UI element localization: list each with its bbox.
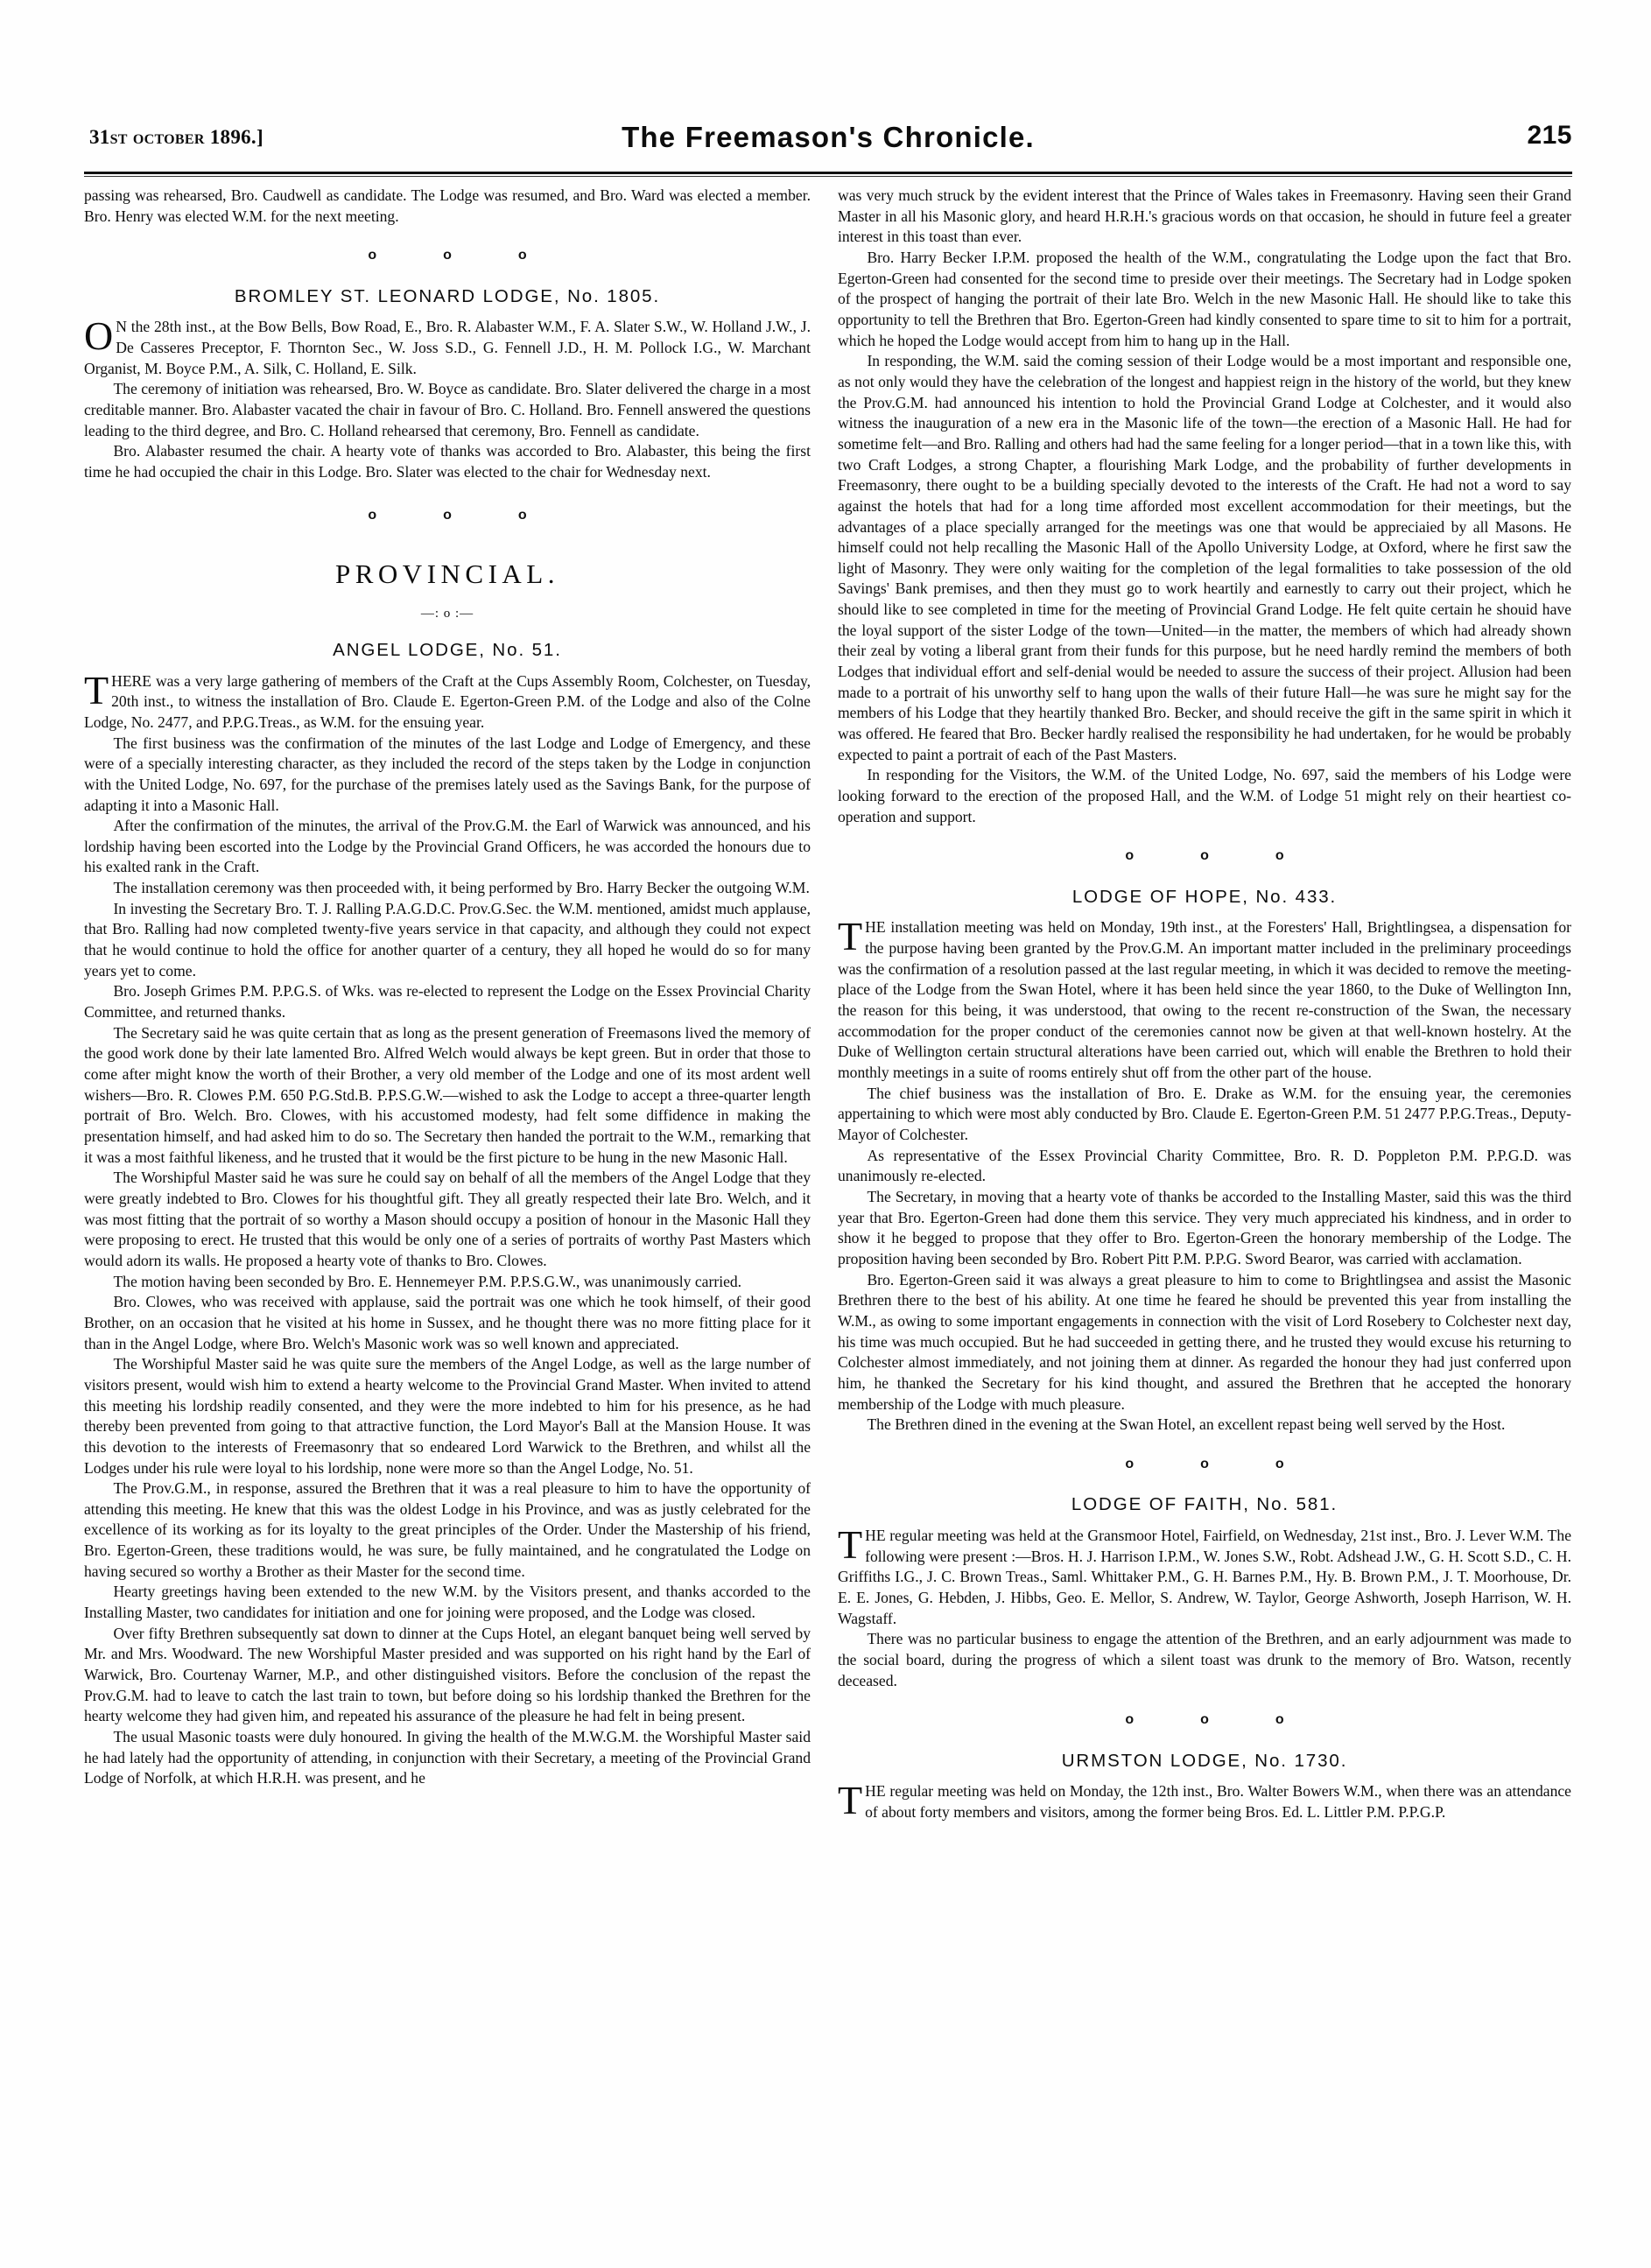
paragraph-continued: passing was rehearsed, Bro. Caudwell as candidate. The Lodge was resumed, and Bro. Ward was elected a member. Bro. Henry was elected W.M. for the next meeting.	[84, 186, 811, 225]
paragraph-urmston-1: THE regular meeting was held on Monday, the 12th inst., Bro. Walter Bowers W.M., when there was an attendance of about forty members and visitors, among the former being Bros. Ed. L. Littler P.M. P.P.G.P.	[838, 1778, 1571, 1823]
paragraph-angel-12: The Prov.G.M., in response, assured the Brethren that it was a real pleasure to him to have the opportunity of attending this meeting. He knew that this was the oldest Lodge in his Province, and was as justly celebrated for the excellence of its working as for its loyalty to the great principles of the Order. Under the Mastership of his friend, Bro. Egerton-Green, these traditions would, he was sure, be fully maintained, and he congratulated the Lodge on having secured so worthy a Brother as their Master for the second time.	[84, 1479, 811, 1580]
heading-bromley-st-leonard-lodge: BROMLEY ST. LEONARD LODGE, No. 1805.	[234, 285, 661, 306]
paragraph-bromley-2: The ceremony of initiation was rehearsed, Bro. W. Boyce as candidate. Bro. Slater delivered the charge in a most creditable manner. Bro. Alabaster vacated the chair in favour of Bro. C. Holland. Bro. Fennell answered the questions leading to the third degree, and Bro. C. Holland rehearsed that ceremony, Bro. Fennell as candidate.	[84, 380, 811, 439]
ornament-dash: —: o :—	[420, 606, 474, 621]
paragraph-angel-5: In investing the Secretary Bro. T. J. Ralling P.A.G.D.C. Prov.G.Sec. the W.M. mentioned, amidst much applause, that Bro. Ralling had now completed twenty-five years service in that capacity, and although they could not expect that he would continue to hold the office for another quarter of a century, they all hoped he would do so for many years yet to come.	[84, 899, 811, 980]
paragraph-bromley-3: Bro. Alabaster resumed the chair. A hearty vote of thanks was accorded to Bro. Alabaster, this being the first time he had occupied the chair in this Lodge. Bro. Slater was elected to the chair for Wednesday next.	[84, 442, 811, 481]
page-number: 215	[1527, 121, 1572, 150]
paragraph-faith-2: There was no particular business to engage the attention of the Brethren, and an early adjournment was made to the social board, during the progress of which a silent toast was drunk to the memory of Bro. Watson, recently deceased.	[838, 1630, 1571, 1689]
ornament-dots-2: o o o	[368, 507, 553, 523]
paragraph-hope-4: The Secretary, in moving that a hearty vote of thanks be accorded to the Installing Master, said this was the third year that Bro. Egerton-Green had done them this service. They very much appreciated his kindness, and in order to show it he begged to propose that they offer to Bro. Egerton-Green the honorary membership of the Lodge. The proposition having been seconded by Bro. Robert Pitt P.M. P.P.G. Sword Bearor, was carried with acclamation.	[838, 1187, 1571, 1267]
paragraph-hope-1: THE installation meeting was held on Monday, 19th inst., at the Foresters' Hall, Brightlingsea, a dispensation for the purpose having been granted by the Prov.G.M. An important matter included in the preliminary proceedings was the confirmation of a resolution passed at the last regular meeting, in which it was decided to remove the meeting-place of the Lodge from the Swan Hotel, where it has been held since the year 1860, to the Duke of Wellington Inn, the reason for this being, it was understood, that owing to the recent re-construction of the Swan, the necessary accommodation for the proper conduct of the ceremonies cannot now be given at that well-known hostelry. At the Duke of Wellington certain structural alterations have been carried out, which will enable the Brethren to hold their monthly meetings in a suite of rooms entirely shut off from the other part of the house.	[838, 914, 1571, 1082]
ornament-dots: o o o	[368, 248, 553, 263]
paragraph-hope-6: The Brethren dined in the evening at the Swan Hotel, an excellent repast being well served by the Host.	[867, 1415, 1506, 1434]
paragraph-angel-14: Over fifty Brethren subsequently sat down to dinner at the Cups Hotel, an elegant banquet being well served by Mr. and Mrs. Woodward. The new Worshipful Master presided and was supported on his right hand by the Earl of Warwick, Bro. Courtenay Warner, M.P., and other distinguished visitors. Before the conclusion of the repast the Prov.G.M. had to leave to catch the last train to town, but before doing so his lordship thanked the Brethren for the hearty welcome they had given him, and repeated his assurance of the pleasure he had felt in being present.	[84, 1624, 811, 1725]
column-right	[838, 186, 1571, 1823]
ornament-dots-3: o o o	[1125, 848, 1310, 864]
paragraph-angel-1: THERE was a very large gathering of members of the Craft at the Cups Assembly Room, Colchester, on Tuesday, 20th inst., to witness the installation of Bro. Claude E. Egerton-Green P.M. of the Lodge and also of the Colne Lodge, No. 2477, and P.P.G.Treas., as W.M. for the ensuing year.	[84, 667, 811, 731]
paragraph-angel-8: The Worshipful Master said he was sure he could say on behalf of all the members of the Angel Lodge that they were greatly indebted to Bro. Clowes for his thoughtful gift. They all greatly respected their late Bro. Welch, and it was most fitting that the portrait of so worthy a Mason should occupy a position of honour in the Masonic Hall they were proposing to erect. He trusted that this would be only one of a series of portraits of worthy Past Masters which would adorn its walls. He proposed a hearty vote of thanks to Bro. Clowes.	[84, 1169, 811, 1269]
paragraph-angel-6: Bro. Joseph Grimes P.M. P.P.G.S. of Wks. was re-elected to represent the Lodge on the Essex Provincial Charity Committee, and returned thanks.	[84, 982, 811, 1022]
heading-angel-lodge: ANGEL LODGE, No. 51.	[333, 640, 562, 661]
issue-date-month: OCTOBER	[132, 132, 205, 147]
masthead-rule-secondary	[84, 176, 1572, 177]
paragraph-angel-4: The installation ceremony was then proceeded with, it being performed by Bro. Harry Becker the outgoing W.M.	[113, 879, 810, 897]
masthead	[84, 121, 1572, 170]
paragraph-angel-cont-2: Bro. Harry Becker I.P.M. proposed the health of the W.M., congratulating the Lodge upon the fact that Bro. Egerton-Green had consented for the second time to preside over their meetings. The Secretary had in Lodge spoken of the prospect of hanging the portrait of their late Bro. Welch in the new Masonic Hall. He should like to take this opportunity to tell the Brethren that Bro. Egerton-Green had kindly consented to spare time to sit to him for a portrait, which he hoped the Lodge would accept from him to hang up in the Hall.	[838, 248, 1571, 349]
paragraph-angel-7: The Secretary said he was quite certain that as long as the present generation of Freemasons lived the memory of the good work done by their late lamented Bro. Alfred Welch would always be kept green. But in order that those to come after might know the worth of their Brother, a very old member of the Lodge and one of its most ardent well wishers—Bro. R. Clowes P.M. 650 P.G.Std.B. P.P.S.G.W.—wished to ask the Lodge to accept a three-quarter length portrait of Bro. Welch. Bro. Clowes, with his accustomed modesty, had felt some diffidence in making the presentation himself, and had asked him to do so. The Secretary then handed the portrait to the W.M., remarking that it was a most faithful likeness, and he trusted that it would be the first picture to be hung in the new Masonic Hall.	[84, 1023, 811, 1166]
paragraph-angel-cont-3: In responding, the W.M. said the coming session of their Lodge would be a most important and responsible one, as not only would they have the celebration of the longest and happiest reign in the history of the world, but they knew the Prov.G.M. had announced his intention to hold the Provincial Grand Lodge at Colchester, and it would also witness the inauguration of a new era in the Masonic life of the town—the erection of a Masonic Hall. He had for sometime felt—and Bro. Ralling and others had had the same feeling for a longer period—that in a town like this, with two Craft Lodges, a strong Chapter, a flourishing Mark Lodge, and the probability of further developments in Freemasonry, there ought to be a building specially devoted to the interests of the Craft. He had not a word to say against the hotels that had for a long time afforded most excellent accommodation for their meetings, but the advantages of a place specially arranged for the meetings was one that would be appreciaied by all Masons. He himself could not help recalling the Masonic Hall of the Apollo University Lodge, at Oxford, where he first saw the light of Masonry. They were only waiting for the completion of the legal formalities to take possession of the old Savings' Bank premises, and then they must go to work heartily and earnestly to carry out their project, which he should like to see completed in time for the meeting of Provincial Grand Lodge. He felt quite certain he shouid have the loyal support of the sister Lodge of the town—United—in the matter, the members of which had already shown their zeal by voting a liberal grant from their funds for this purpose, but he need hardly remind the members of both Lodges that individual effort and self-denial would be needed to assure the success of their project. Allusion had been made to a portrait of his unworthy self to hang upon the walls of their future Hall—he was sure he might say for the members of his Lodge that they heartily thanked Bro. Becker, and should receive the gift in the same spirit in which it was offered. He feared that Bro. Becker hardly realised the responsibility he had undertaken, for he would be probably expected to paint a portrait of each of the Past Masters.	[838, 352, 1571, 763]
paragraph-angel-13: Hearty greetings having been extended to the new W.M. by the Visitors present, and thanks accorded to the Installing Master, two candidates for initiation and one for joining were proposed, and the Lodge was closed.	[84, 1583, 811, 1622]
heading-urmston-lodge: URMSTON LODGE, No. 1730.	[1061, 1750, 1348, 1771]
issue-date-day: 31	[89, 126, 110, 148]
paragraph-angel-2: The first business was the confirmation of the minutes of the last Lodge and Lodge of Emergency, and these were of a specially interesting character, as they included the record of the steps taken by the Lodge in conjunction with the United Lodge, No. 697, for the purchase of the premises lately used as the Savings Bank, for the purpose of adapting it into a Masonic Hall.	[84, 734, 811, 814]
issue-date-ordinal: ST	[109, 132, 128, 147]
ornament-dots-5: o o o	[1125, 1712, 1310, 1728]
issue-date-year: 1896.]	[209, 126, 263, 148]
paragraph-hope-2: The chief business was the installation of Bro. E. Drake as W.M. for the ensuing year, the ceremonies appertaining to which were most ably conducted by Bro. Claude E. Egerton-Green P.M. 51 2477 P.P.G.Treas., Deputy-Mayor of Colchester.	[838, 1084, 1571, 1143]
masthead-rule	[84, 172, 1572, 174]
paragraph-angel-cont-4: In responding for the Visitors, the W.M. of the United Lodge, No. 697, said the members of his Lodge were looking forward to the erection of the proposed Hall, and the W.M. of Lodge 51 might rely on their heartiest co-operation and support.	[838, 766, 1571, 825]
paragraph-bromley-1: ON the 28th inst., at the Bow Bells, Bow Road, E., Bro. R. Alabaster W.M., F. A. Slater S.W., W. Holland J.W., J. De Casseres Preceptor, F. Thornton Sec., W. Joss S.D., G. Fennell J.D., H. M. Pollock I.G., W. Marchant Organist, M. Boyce P.M., A. Silk, C. Holland, E. Silk.	[84, 313, 811, 377]
heading-lodge-of-faith: LODGE OF FAITH, No. 581.	[1071, 1494, 1338, 1515]
paragraph-angel-9: The motion having been seconded by Bro. E. Hennemeyer P.M. P.P.S.G.W., was unanimously carried.	[113, 1272, 742, 1290]
ornament-dots-4: o o o	[1125, 1456, 1310, 1471]
heading-lodge-of-hope: LODGE OF HOPE, No. 433.	[1071, 886, 1338, 907]
paragraph-hope-5: Bro. Egerton-Green said it was always a great pleasure to him to come to Brightlingsea and assist the Masonic Brethren there to the best of his ability. At one time he feared he should be prevented this year from installing the W.M., as owing to some important engagements in connection with the visit of Lord Rosebery to Colchester next day, his time was much occupied. But he had succeeded in getting there, and he trusted they would excuse his returning to Colchester almost immediately, and not joining them at dinner. As regarded the honour they had just conferred upon him, he thanked the Secretary for his kind thought, and assured the Brethren that he accepted the honorary membership of the Lodge with much pleasure.	[838, 1270, 1571, 1413]
paragraph-angel-10: Bro. Clowes, who was received with applause, said the portrait was one which he took himself, of their good Brother, on an occasion that he visited at his home in Sussex, and he thought there was no more fitting place for it than in the Angel Lodge, where Bro. Welch's Masonic work was so well known and appreciated.	[84, 1293, 811, 1352]
paragraph-angel-cont-1: was very much struck by the evident interest that the Prince of Wales takes in Freemasonry. Having seen their Grand Master in all his Masonic glory, and heard H.R.H.'s gracious words on that occasion, he should in future feel a greater interest in this toast than ever.	[838, 186, 1571, 246]
paragraph-angel-11: The Worshipful Master said he was quite sure the members of the Angel Lodge, as well as the large number of visitors present, would wish him to extend a hearty welcome to the Provincial Grand Master. When invited to attend this meeting his lordship readily consented, and they were the more indebted to him for his presence, as he had thereby been prevented from going to that attractive function, the Lord Mayor's Ball at the Mansion House. It was this devotion to the interests of Freemasonry that so endeared Lord Warwick to the Brethren, and whilst all the Lodges under his rule were loyal to his lordship, none were more so than the Angel Lodge, No. 51.	[84, 1355, 811, 1477]
paragraph-angel-3: After the confirmation of the minutes, the arrival of the Prov.G.M. the Earl of Warwick was announced, and his lordship having been escorted into the Lodge by the Provincial Grand Officers, he was accorded the honours due to his exalted rank in the Craft.	[84, 817, 811, 876]
heading-provincial: PROVINCIAL.	[335, 558, 559, 590]
publication-title: The Freemason's Chronicle.	[622, 121, 1035, 153]
column-left	[84, 186, 811, 1789]
paragraph-faith-1: THE regular meeting was held at the Gransmoor Hotel, Fairfield, on Wednesday, 21st inst., Bro. J. Lever W.M. The following were present :—Bros. H. J. Harrison I.P.M., W. Jones S.W., Robt. Adshead J.W., G. H. Scott S.D., C. H. Griffiths I.G., J. C. Brown Treas., Saml. Whittaker P.M., G. H. Barnes P.M., Hy. B. Brown P.M., J. T. Moorhouse, Dr. E. E. Jones, G. Hebden, J. Hibbs, Geo. E. Mellor, S. Andrew, W. Taylor, George Ashworth, Joseph Harrison, W. H. Wagstaff.	[838, 1521, 1571, 1627]
paragraph-angel-15: The usual Masonic toasts were duly honoured. In giving the health of the M.W.G.M. the Worshipful Master said he had lately had the opportunity of attending, in conjunction with their Secretary, a meeting of the Provincial Grand Lodge of Norfolk, at which H.R.H. was present, and he	[84, 1728, 811, 1787]
paragraph-hope-3: As representative of the Essex Provincial Charity Committee, Bro. R. D. Poppleton P.M. P.P.G.D. was unanimously re-elected.	[838, 1146, 1571, 1185]
